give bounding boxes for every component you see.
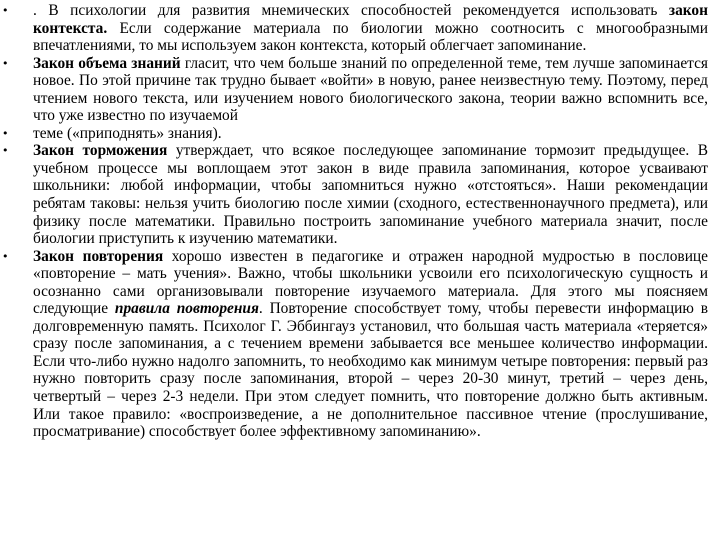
- text-run: гласит, что чем больше знаний по определенной теме, тем лучше запоминается новое. По этой причине так трудно бывает «войти» в новую, ранее неизвестную тему. Поэтому, перед чтением нового текста, или изучением нового биологического закона, теории важно вспомнить все, что уже известно по изучаемой: [33, 54, 708, 125]
- text-run: . Повторение способствует тому, чтобы перевести информацию в долговременную память. Психолог Г. Эббингауз установил, что большая часть материала «теряется» сразу после запоминания, а с течением времени забывается все меньшее количество информации. Если что-либо нужно надолго запомнить, то необходимо как минимум четыре повторения: первый раз нужно повторить сразу после запоминания, второй – через 20-30 минут, третий – через день, четвертый – через 2-3 недели. При этом следует помнить, что повторение должно быть активным. Или такое правило: «воспроизведение, а не дополнительное пассивное чтение (прослушивание, просматривание) способствует более эффективному запоминанию».: [33, 300, 708, 441]
- term-inhibition-law: Закон торможения: [33, 142, 168, 160]
- bullet-item-context-law: [2, 2, 708, 55]
- term-volume-law: Закон объема знаний: [33, 54, 181, 72]
- text-run: хорошо известен в педагогике и отражен народной мудростью в пословице «повторение – мать учения». Важно, чтобы школьники усвоили его психологическую сущность и осознанно сами организовывали повторение изучаемого материала. Для этого мы поясняем следующие: [33, 247, 709, 318]
- term-repetition-rules: правила повторения: [114, 300, 259, 318]
- bullet-item-volume-law: [2, 55, 708, 125]
- bullet-dot-icon: •: [2, 249, 9, 263]
- bullet-item-raise-knowledge: [2, 125, 708, 143]
- text-run: . В психологии для развития мнемических способностей рекомендуется использовать: [33, 2, 669, 19]
- bullet-dot-icon: •: [2, 126, 9, 140]
- bullet-item-repetition-law: [2, 248, 708, 441]
- text-run: теме («приподнять» знания).: [33, 124, 222, 142]
- text-run: утверждает, что всякое последующее запоминание тормозит предыдущее. В учебном процессе мы воплощаем этот закон в виде правила запоминания, которое усваивают школьники: любой информации, чтобы запомниться нужно «отстояться». Наши рекомендации ребятам таковы: нельзя учить биологию после химии (сходного, естественнонаучного предмета), или физику после математики. Правильно построить запоминание учебного материала значит, после биологии приступить к изучению математики.: [33, 142, 708, 248]
- bullet-list: [2, 2, 708, 441]
- bullet-item-inhibition-law: [2, 142, 708, 247]
- term-repetition-law: Закон повторения: [33, 247, 164, 265]
- term-context-law: закон контекста.: [33, 2, 708, 37]
- text-run: Если содержание материала по биологии можно соотносить с многообразными впечатлениями, то мы используем закон контекста, который облегчает запоминание.: [33, 19, 708, 55]
- bullet-dot-icon: •: [2, 56, 9, 70]
- bullet-dot-icon: •: [2, 4, 9, 17]
- bullet-dot-icon: •: [2, 144, 9, 158]
